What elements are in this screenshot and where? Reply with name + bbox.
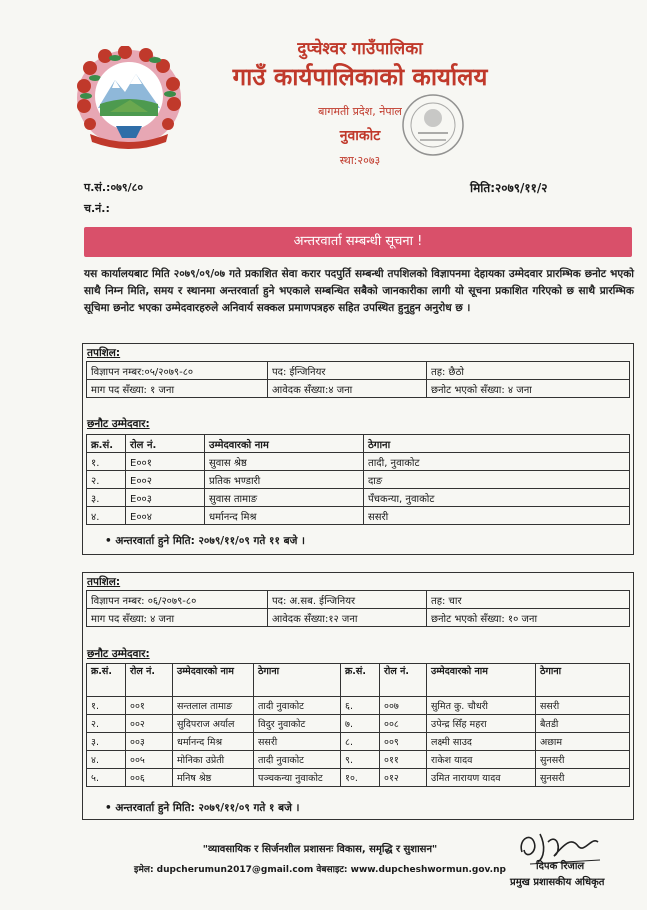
- address-cell: सुनसरी: [536, 751, 630, 769]
- interview-time-2: • अन्तरवार्ता हुने मिति: २०७९/११/०९ गते १ बजे ।: [105, 802, 300, 814]
- roll-cell: ०११: [380, 751, 427, 769]
- name-cell: राकेश यादव: [427, 751, 536, 769]
- table-row: [87, 769, 630, 787]
- office-stamp-icon: [398, 88, 468, 162]
- interview-text: अन्तरवार्ता हुने मिति: २०७९/११/०९ गते १ बजे ।: [115, 802, 300, 814]
- section-details-title: तपशिल:: [87, 576, 121, 588]
- interview-text: अन्तरवार्ता हुने मिति: २०७९/११/०९ गते ११ बजे ।: [115, 535, 305, 547]
- address-cell: तादी नुवाकोट: [254, 751, 341, 769]
- name-cell: धर्मानन्द मिश्र: [205, 507, 364, 525]
- demand-count: माग पद सँख्या: १ जना: [87, 380, 268, 398]
- details-table: [86, 590, 630, 627]
- address-cell: पञ्चकन्या नुवाकोट: [254, 769, 341, 787]
- name-cell: लक्ष्मी साउद: [427, 733, 536, 751]
- motto: "व्यावसायिक र सिर्जनशील प्रशासनः विकास, समृद्धि र सुशासन": [202, 844, 438, 855]
- column-header: ठेगाना: [254, 664, 341, 697]
- address-cell: ससरी: [364, 507, 630, 525]
- ad-number: विज्ञापन नम्बर: ०६/२०७९-८०: [87, 591, 268, 609]
- address-cell: सुनसरी: [536, 769, 630, 787]
- notice-date: मिति:२०७९/११/२: [470, 181, 548, 195]
- table-header-row: [87, 435, 630, 453]
- demand-count: माग पद सँख्या: ४ जना: [87, 609, 268, 627]
- name-cell: सुवास श्रेष्ठ: [205, 453, 364, 471]
- section-engineer: [82, 343, 634, 555]
- established-year: स्था:२०७३: [339, 154, 381, 167]
- serial-cell: ८.: [341, 733, 380, 751]
- name-cell: मोनिका उप्रेती: [173, 751, 254, 769]
- dispatch-number: च.नं.:: [84, 202, 110, 215]
- serial-cell: ९.: [341, 751, 380, 769]
- address-cell: तादी नुवाकोट: [254, 697, 341, 715]
- serial-cell: ५.: [87, 769, 126, 787]
- post-level: तह: चार: [427, 591, 630, 609]
- roll-cell: ००५: [126, 751, 173, 769]
- interview-time-1: • अन्तरवार्ता हुने मिति: २०७९/११/०९ गते ११ बजे ।: [105, 535, 305, 547]
- municipality-name: दुप्चेश्वर गाउँपालिका: [297, 39, 423, 59]
- signer-title: प्रमुख प्रशासकीय अधिकृत: [510, 877, 605, 888]
- serial-cell: २.: [87, 471, 126, 489]
- name-cell: उपेन्द्र सिँह महरा: [427, 715, 536, 733]
- intro-paragraph: यस कार्यालयबाट मिति २०७९/०९/०७ गते प्रकाशित सेवा करार पदपुर्ति सम्बन्धी तपशिलको विज्ञापनमा देहायका उम्मेदवार प्रारम्भिक छनोट भएको साथै निम्न मिति, समय र स्थानमा अन्तरवार्ता हुने भएकाले सम्बन्धित सबैको जानकारीका लागी यो सूचना प्रकाशित गरिएको छ साथै प्रारम्भिक सूचिमा छनोट भएका उम्मेदवारहरुले अनिवार्य सक्कल प्रमाणपत्रहरु सहित उपस्थित हुनुहुन अनुरोध छ ।: [84, 268, 634, 314]
- post-level: तह: छैठो: [427, 362, 630, 380]
- province-name: बागमती प्रदेश, नेपाल: [318, 105, 402, 118]
- column-header: रोल नं.: [380, 664, 427, 697]
- roll-cell: ००८: [380, 715, 427, 733]
- reference-number: प.सं.:०७९/८०: [84, 181, 144, 194]
- column-header: ठेगाना: [364, 435, 630, 453]
- table-row: [87, 609, 630, 627]
- candidate-table: [86, 663, 630, 787]
- ad-number: विज्ञापन नम्बर:०५/२०७९-८०: [87, 362, 268, 380]
- candidate-list-title: छनौट उम्मेदवार:: [87, 648, 150, 660]
- applicant-count: आवेदक सँख्या:४ जना: [268, 380, 427, 398]
- serial-cell: २.: [87, 715, 126, 733]
- roll-cell: ००६: [126, 769, 173, 787]
- address-cell: विदुर नुवाकोट: [254, 715, 341, 733]
- section-sub-engineer: [82, 572, 634, 820]
- serial-cell: ३.: [87, 489, 126, 507]
- selected-count: छनोट भएको सँख्या: १० जना: [427, 609, 630, 627]
- office-name: गाउँ कार्यपालिकाको कार्यालय: [232, 63, 488, 91]
- table-row: [87, 715, 630, 733]
- column-header: उम्मेदवारको नाम: [427, 664, 536, 697]
- table-row: [87, 507, 630, 525]
- table-row: [87, 591, 630, 609]
- table-row: [87, 453, 630, 471]
- applicant-count: आवेदक सँख्या:१२ जना: [268, 609, 427, 627]
- table-row: [87, 489, 630, 507]
- roll-cell: ०१२: [380, 769, 427, 787]
- column-header: क्र.सं.: [341, 664, 380, 697]
- roll-cell: ००२: [126, 715, 173, 733]
- name-cell: सन्तलाल तामाङ: [173, 697, 254, 715]
- contact-info: इमेल: dupcherumun2017@gmail.com वेबसाइट: www.dupcheshwormun.gov.np: [134, 865, 506, 875]
- name-cell: सुदिपराज अर्याल: [173, 715, 254, 733]
- column-header: ठेगाना: [536, 664, 630, 697]
- roll-cell: E००१: [126, 453, 205, 471]
- table-row: [87, 380, 630, 398]
- name-cell: सुवास तामाङ: [205, 489, 364, 507]
- name-cell: मनिष श्रेष्ठ: [173, 769, 254, 787]
- roll-cell: ००३: [126, 733, 173, 751]
- selected-count: छनोट भएको सँख्या: ४ जना: [427, 380, 630, 398]
- column-header: रोल नं.: [126, 664, 173, 697]
- column-header: क्र.सं.: [87, 664, 126, 697]
- roll-cell: E००४: [126, 507, 205, 525]
- post-name: पद: ईन्जिनियर: [268, 362, 427, 380]
- serial-cell: ४.: [87, 507, 126, 525]
- table-row: [87, 733, 630, 751]
- address-cell: दाङ: [364, 471, 630, 489]
- column-header: रोल नं.: [126, 435, 205, 453]
- table-row: [87, 751, 630, 769]
- table-row: [87, 471, 630, 489]
- address-cell: अछाम: [536, 733, 630, 751]
- address-cell: पँचकन्या, नुवाकोट: [364, 489, 630, 507]
- name-cell: धर्मानन्द मिश्र: [173, 733, 254, 751]
- address-cell: बैतडी: [536, 715, 630, 733]
- serial-cell: १.: [87, 453, 126, 471]
- notice-title-banner: अन्तरवार्ता सम्बन्धी सूचना !: [84, 227, 632, 257]
- post-name: पद: अ.सब. ईन्जिनियर: [268, 591, 427, 609]
- table-header-row: [87, 664, 630, 697]
- address-cell: ससरी: [536, 697, 630, 715]
- district-name: नुवाकोट: [339, 128, 381, 144]
- section-details-title: तपशिल:: [87, 347, 121, 359]
- table-row: [87, 362, 630, 380]
- roll-cell: ००९: [380, 733, 427, 751]
- roll-cell: ००७: [380, 697, 427, 715]
- roll-cell: E००३: [126, 489, 205, 507]
- details-table: [86, 361, 630, 398]
- roll-cell: E००२: [126, 471, 205, 489]
- candidate-list-title: छनौट उम्मेदवार:: [87, 418, 150, 430]
- serial-cell: ७.: [341, 715, 380, 733]
- column-header: क्र.सं.: [87, 435, 126, 453]
- address-cell: तादी, नुवाकोट: [364, 453, 630, 471]
- roll-cell: ००१: [126, 697, 173, 715]
- serial-cell: १.: [87, 697, 126, 715]
- serial-cell: १०.: [341, 769, 380, 787]
- column-header: उम्मेदवारको नाम: [205, 435, 364, 453]
- candidate-table: [86, 434, 630, 525]
- serial-cell: ४.: [87, 751, 126, 769]
- name-cell: सुमित कु. चौधरी: [427, 697, 536, 715]
- serial-cell: ६.: [341, 697, 380, 715]
- nepal-emblem-icon: [70, 46, 188, 154]
- table-row: [87, 697, 630, 715]
- column-header: उम्मेदवारको नाम: [173, 664, 254, 697]
- serial-cell: ३.: [87, 733, 126, 751]
- name-cell: प्रतिक भण्डारी: [205, 471, 364, 489]
- name-cell: उमित नारायण यादव: [427, 769, 536, 787]
- address-cell: ससरी: [254, 733, 341, 751]
- signer-name: दिपक रिजाल: [536, 861, 585, 872]
